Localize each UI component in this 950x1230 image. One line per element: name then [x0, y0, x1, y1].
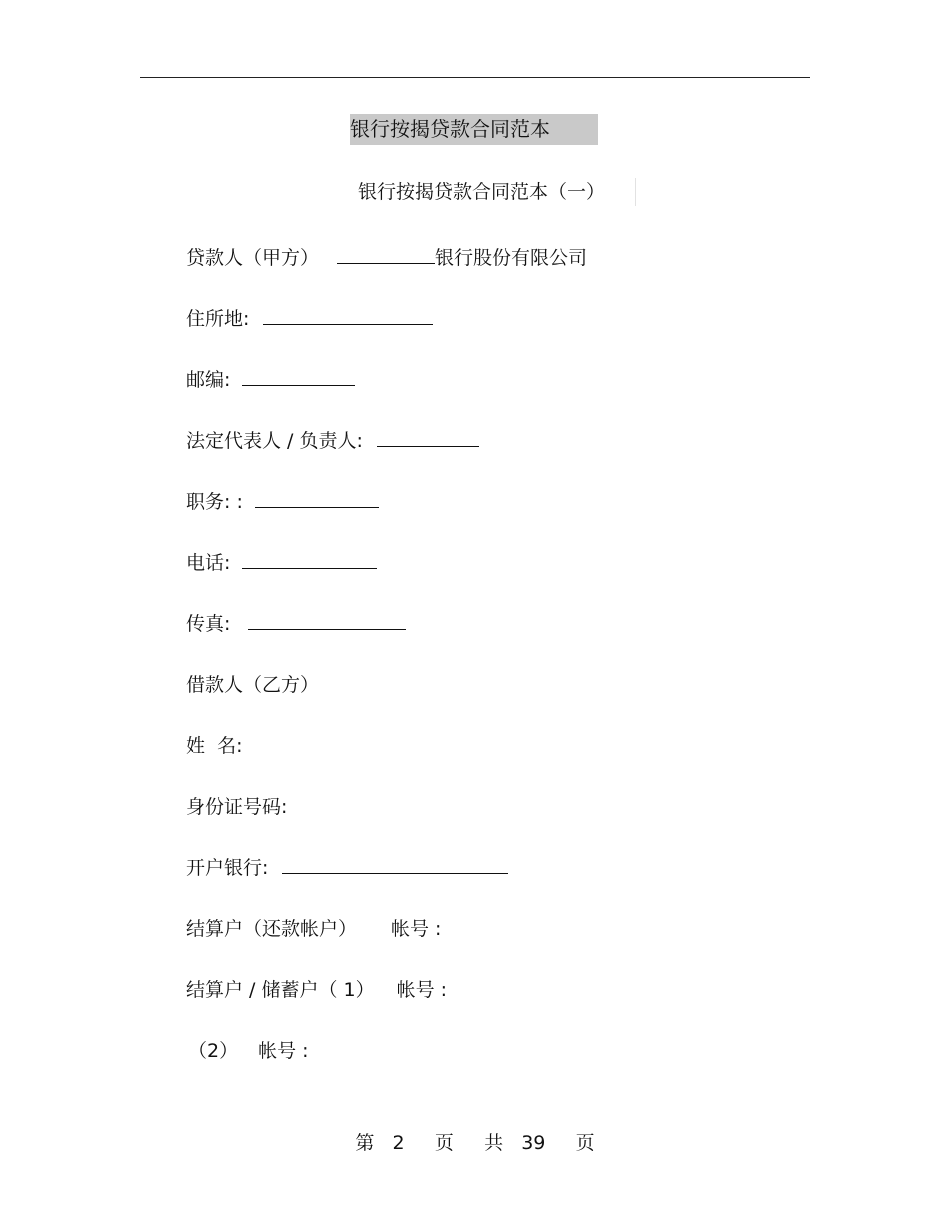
lender-label: 贷款人（甲方）	[186, 247, 320, 269]
account-no-label-3: 帐号 :	[258, 1040, 309, 1062]
lender-bank-suffix: 银行股份有限公司	[435, 247, 588, 269]
footer-prefix: 第	[355, 1132, 375, 1154]
document-subtitle: 银行按揭贷款合同范本（一）	[358, 178, 636, 206]
address-blank	[263, 306, 433, 325]
legal-rep-label: 法定代表人 / 负责人:	[186, 430, 363, 452]
id-label: 身份证号码:	[186, 796, 288, 818]
legal-rep-blank	[377, 428, 479, 447]
item2-line	[188, 1038, 309, 1064]
bank-label: 开户银行:	[186, 857, 269, 879]
fax-line	[186, 611, 406, 637]
footer-total-prefix: 共	[484, 1132, 504, 1154]
lender-line	[186, 245, 587, 271]
document-title: 银行按揭贷款合同范本	[350, 114, 598, 145]
repay-account-line	[186, 916, 441, 942]
postcode-blank	[242, 367, 355, 386]
position-line	[186, 489, 379, 515]
legal-rep-line	[186, 428, 479, 454]
header-rule	[140, 77, 810, 78]
account-no-label-2: 帐号 :	[396, 979, 448, 1001]
position-blank	[255, 489, 379, 508]
bank-line	[186, 855, 508, 881]
borrower-line	[186, 672, 319, 698]
fax-blank	[248, 611, 406, 630]
borrower-label: 借款人（乙方）	[186, 674, 320, 696]
position-label: 职务: :	[186, 491, 243, 513]
lender-bank-blank	[337, 245, 435, 264]
address-line	[186, 306, 433, 332]
repay-account-label: 结算户（还款帐户）	[186, 918, 358, 940]
item2-label: （2）	[188, 1040, 239, 1062]
id-line	[186, 794, 287, 820]
phone-blank	[242, 550, 377, 569]
name-line	[186, 733, 242, 759]
savings-account-label: 结算户 / 储蓄户（ 1）	[186, 979, 375, 1001]
page-footer	[0, 1130, 950, 1156]
footer-total-pages: 39	[521, 1132, 546, 1154]
phone-line	[186, 550, 377, 576]
fax-label: 传真:	[186, 613, 231, 635]
phone-label: 电话:	[186, 552, 231, 574]
account-no-label: 帐号 :	[391, 918, 442, 940]
savings-account-line	[186, 977, 447, 1003]
address-label: 住所地:	[186, 308, 250, 330]
bank-blank	[282, 855, 508, 874]
postcode-line	[186, 367, 355, 393]
footer-page-word: 页	[434, 1132, 454, 1154]
footer-page-number: 2	[392, 1132, 405, 1154]
name-label: 姓 名:	[186, 735, 243, 757]
postcode-label: 邮编:	[186, 369, 231, 391]
footer-suffix: 页	[575, 1132, 595, 1154]
